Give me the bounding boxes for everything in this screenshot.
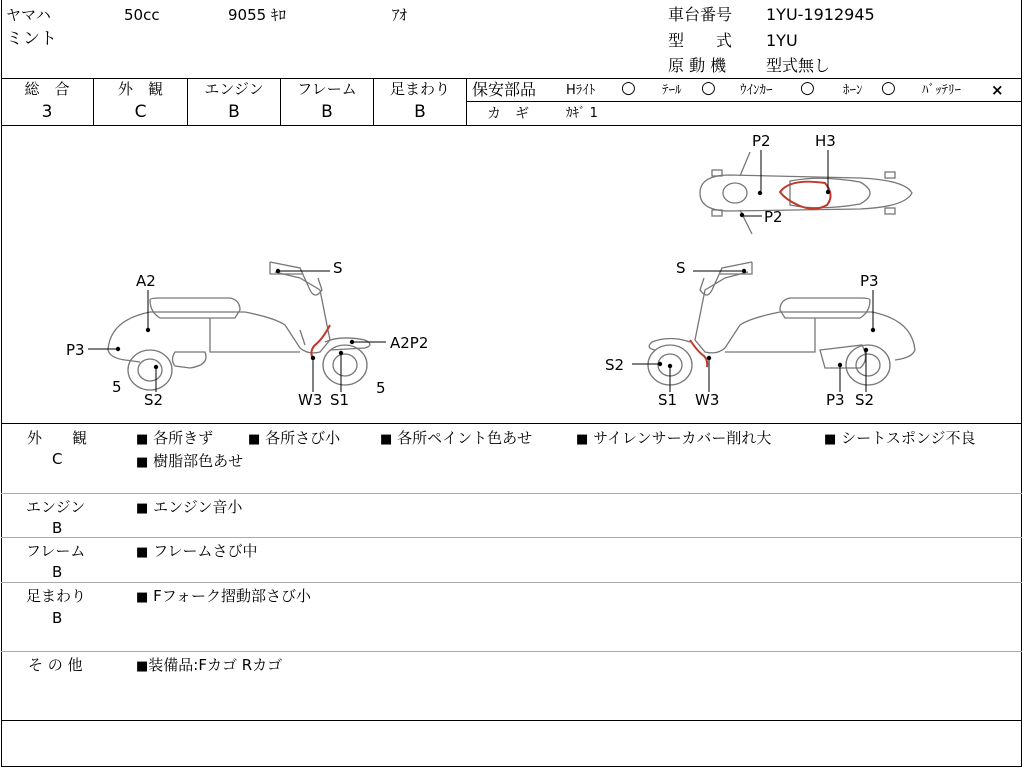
notes-suspension-grade: B xyxy=(52,609,63,627)
other-note-1: ■装備品:Fカゴ Rカゴ xyxy=(136,656,283,674)
label-5-left-rear: 5 xyxy=(112,378,122,396)
notes-engine-label: エンジン xyxy=(26,498,86,516)
notes-engine-grade: B xyxy=(52,519,63,537)
label-w3-left: W3 xyxy=(298,391,323,409)
grade-engine-label: エンジン xyxy=(204,80,264,98)
maker: ヤマハ xyxy=(6,6,51,24)
label-p3-right: P3 xyxy=(860,272,879,290)
model-type: 1YU xyxy=(766,31,798,50)
grade-exterior-value: C xyxy=(134,102,147,122)
notes-frame-grade: B xyxy=(52,563,63,581)
label-s2-right-rear: S2 xyxy=(855,391,875,409)
exterior-note-5: ■ シートスポンジ不良 xyxy=(824,429,976,447)
safety-parts-label: 保安部品 xyxy=(472,80,537,99)
headlight-ok-icon: ○ xyxy=(621,78,636,98)
headlight-label: Hﾗｲﾄ xyxy=(566,83,596,98)
damage-mark-top xyxy=(780,182,831,209)
key-value: ｶｷﾞ 1 xyxy=(566,106,598,121)
notes-other-label: そ の 他 xyxy=(28,656,83,674)
label-s2-left: S2 xyxy=(144,391,164,409)
grade-overall-value: 3 xyxy=(41,102,53,122)
model-type-label: 型 式 xyxy=(668,31,733,50)
grade-frame-label: フレーム xyxy=(297,80,357,98)
winker-label: ｳｲﾝｶｰ xyxy=(740,83,773,98)
suspension-note-1: ■ Fフォーク摺動部さび小 xyxy=(136,587,311,605)
exterior-note-6: ■ 樹脂部色あせ xyxy=(136,452,244,470)
exterior-note-2: ■ 各所さび小 xyxy=(248,429,341,447)
mileage: 9055 ｷﾛ xyxy=(228,6,286,24)
rule xyxy=(467,101,1022,102)
exterior-note-3: ■ 各所ペイント色あせ xyxy=(380,429,533,447)
tail-ok-icon: ○ xyxy=(701,78,716,98)
frame-note-1: ■ フレームさび中 xyxy=(136,542,258,560)
body-color: ｱｵ xyxy=(392,6,408,24)
label-s-left: S xyxy=(333,259,343,277)
winker-ok-icon: ○ xyxy=(800,78,815,98)
engine-note-1: ■ エンジン音小 xyxy=(136,498,243,516)
label-w3-right: W3 xyxy=(695,391,720,409)
notes-frame-label: フレーム xyxy=(26,542,86,560)
horn-ok-icon: ○ xyxy=(881,78,896,98)
grade-frame-value: B xyxy=(321,102,333,122)
frame-number: 1YU-1912945 xyxy=(766,5,875,24)
notes-exterior-label: 外 観 xyxy=(27,429,88,447)
battery-ng-icon: × xyxy=(991,81,1004,99)
rule xyxy=(1,423,1022,424)
scooter-top-view xyxy=(700,152,912,234)
label-s-right: S xyxy=(676,259,686,277)
exterior-note-1: ■ 各所きず xyxy=(136,429,214,447)
exterior-note-4: ■ サイレンサーカバー削れ大 xyxy=(576,429,772,447)
label-a2p2-left: A2P2 xyxy=(390,334,429,352)
label-p2-top-lower: P2 xyxy=(764,208,783,226)
label-h3-top: H3 xyxy=(815,132,836,150)
rule xyxy=(1,720,1022,721)
label-p3-right-lower: P3 xyxy=(826,391,845,409)
notes-exterior-grade: C xyxy=(52,450,63,468)
grade-exterior-label: 外 観 xyxy=(117,80,163,98)
label-s1-left: S1 xyxy=(330,391,350,409)
grade-engine-value: B xyxy=(228,102,240,122)
label-s2-right-front: S2 xyxy=(605,356,625,374)
rule xyxy=(1,78,1022,79)
engine-type-label: 原 動 機 xyxy=(668,56,727,75)
battery-label: ﾊﾞｯﾃﾘｰ xyxy=(922,83,961,98)
grade-suspension-value: B xyxy=(414,102,426,122)
label-p3-left: P3 xyxy=(66,341,85,359)
displacement: 50cc xyxy=(124,6,160,24)
key-label: カ ギ xyxy=(487,106,529,122)
label-s1-right: S1 xyxy=(658,391,678,409)
tail-label: ﾃｰﾙ xyxy=(662,83,682,98)
label-p2-top: P2 xyxy=(752,132,771,150)
grade-overall-label: 総 合 xyxy=(24,80,70,98)
label-a2-left: A2 xyxy=(136,272,156,290)
model-name: ミント xyxy=(6,29,57,49)
horn-label: ﾎｰﾝ xyxy=(843,83,863,98)
label-5-left-front: 5 xyxy=(376,379,386,397)
frame-number-label: 車台番号 xyxy=(668,5,733,24)
grade-suspension-label: 足まわり xyxy=(389,80,450,98)
scooter-damage-diagram xyxy=(0,126,1024,422)
notes-suspension-label: 足まわり xyxy=(26,587,87,605)
engine-type: 型式無し xyxy=(766,56,831,75)
